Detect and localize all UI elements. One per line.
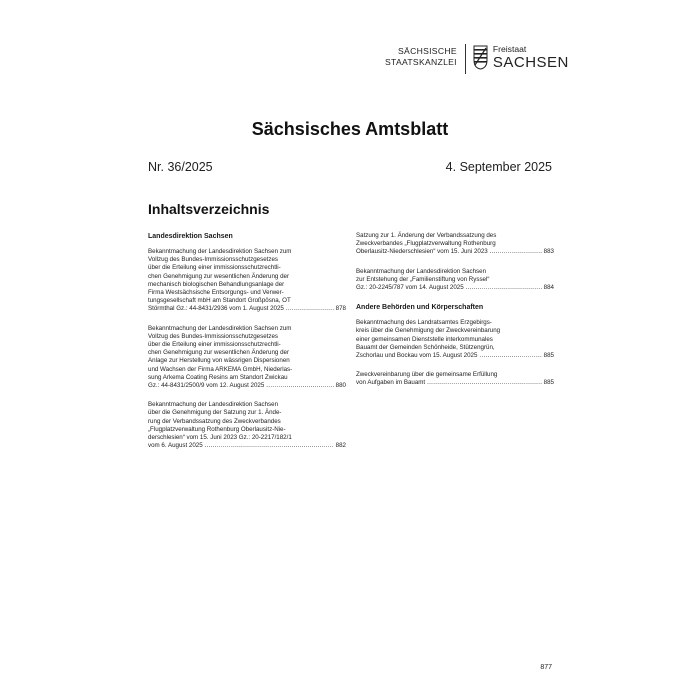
entry-page-number: 885 [543,352,554,360]
entry-last-line [356,352,554,360]
entry-line: „Flugplatzverwaltung Rothenburg Oberlausitz-Nie- [148,425,286,433]
entry-line: über die Erteilung einer immissionsschutzrechtli- [148,264,281,272]
entry-page-number: 884 [543,284,554,292]
leader-dots [479,352,541,360]
entry-line: zur Entstehung der „Familienstiftung von Ryssel“ [356,275,490,283]
entry-line: und Wachsen der Firma ARKEMA GmbH, Niederlas- [148,365,293,373]
entry-line: Gz.: 20-2245/787 vom 14. August 2025 [356,284,464,292]
entry-line: Vollzug des Bundes-Immissionsschutzgesetzes [148,332,279,340]
entry-line: Firma Westsächsische Entsorgungs- und Verwer- [148,289,284,297]
toc-entry[interactable] [356,319,554,360]
toc-entry[interactable] [356,232,554,257]
leader-dots [205,442,334,450]
entry-line: derschlesien“ vom 15. Juni 2023 Gz.: 20-2217/182/1 [148,434,292,442]
leader-dots [266,382,333,390]
toc-entry[interactable] [356,371,554,387]
entry-line: mechanisch biologischen Behandlungsanlage der [148,280,285,288]
staatskanzlei-line-2: STAATSKANZLEI [385,56,457,67]
entry-line: Oberlausitz-Niederschlesien“ vom 15. Juni 2023 [356,248,488,256]
issue-number: Nr. 36/2025 [148,160,213,174]
toc-entry[interactable] [148,401,346,450]
logo-divider [465,44,466,74]
entry-page-number: 882 [335,442,346,450]
entry-last-line [356,248,554,256]
entry-line: Bekanntmachung der Landesdirektion Sachsen zum [148,324,292,332]
entry-line: Zschorlau und Bockau vom 15. August 2025 [356,352,478,360]
entry-page-number: 883 [543,248,554,256]
leader-dots [466,284,542,292]
section-heading: Andere Behörden und Körperschaften [356,304,484,312]
toc-entry[interactable] [148,248,346,314]
entry-line: vom 6. August 2025 [148,442,203,450]
section-heading: Landesdirektion Sachsen [148,233,233,240]
entry-line: Gz.: 44-8431/2500/9 vom 12. August 2025 [148,382,265,390]
entry-line: kreis über die Genehmigung der Zweckvereinbarung [356,327,501,335]
leader-dots [427,379,542,387]
toc-entry[interactable] [148,325,346,391]
toc-left-column [148,232,346,461]
saxony-crest-icon [473,45,488,70]
entry-line: rung der Verbandssatzung des Zweckverbandes [148,417,281,425]
header-logos [385,44,569,74]
entry-line: Bekanntmachung des Landratsamtes Erzgebirgs- [356,319,492,327]
entry-line: Zweckverbandes „Flugplatzverwaltung Rothenburg [356,240,496,248]
leader-dots [286,305,334,313]
entry-last-line [356,379,554,387]
toc-entry[interactable] [356,268,554,293]
entry-line: tungsgesellschaft mbH am Standort Großpösna, OT [148,297,291,305]
entry-line: Satzung zur 1. Änderung der Verbandssatzung des [356,232,497,239]
entry-line: chen Genehmigung zur wesentlichen Änderung der [148,272,290,280]
entry-line: Störmthal Gz.: 44-8431/2936 vom 1. August 2025 [148,305,284,313]
entry-line: von Aufgaben im Bauamt [356,379,426,387]
document-title: Sächsisches Amtsblatt [251,119,449,139]
sachsen-label: SACHSEN [492,54,569,71]
freistaat-label: Freistaat [492,44,527,54]
entry-line: über die Genehmigung der Satzung zur 1. Ände- [148,409,282,417]
entry-page-number: 878 [335,305,346,313]
entry-last-line [148,382,346,390]
entry-line: chen Genehmigung zur wesentlichen Änderung der [148,349,290,357]
entry-page-number: 880 [335,382,346,390]
entry-last-line [148,305,346,313]
entry-line: sung Arkema Coating Resins am Standort Zwickau [148,373,288,381]
entry-line: Bekanntmachung der Landesdirektion Sachsen [356,267,487,275]
entry-line: Bauamt der Gemeinden Schönheide, Stützengrün, [356,343,495,351]
entry-line: Vollzug des Bundes-Immissionsschutzgesetzes [148,256,279,264]
entry-line: Zweckvereinbarung über die gemeinsame Erfüllung [356,371,498,379]
entry-line: einer gemeinsamen Dienststelle interkommunales [356,335,493,343]
entry-last-line [356,284,554,292]
entry-last-line [148,442,346,450]
staatskanzlei-logo-text [385,44,457,67]
entry-page-number: 885 [543,379,554,387]
toc-heading: Inhaltsverzeichnis [148,201,270,217]
entry-line: Anlage zur Herstellung von wässrigen Dispersionen [148,357,290,365]
leader-dots [490,248,542,256]
staatskanzlei-line-1: SÄCHSISCHE [398,46,457,56]
page-number: 877 [540,664,552,671]
entry-line: Bekanntmachung der Landesdirektion Sachsen [148,401,279,409]
entry-line: über die Erteilung einer immissionsschutzrechtli- [148,341,281,349]
entry-line: Bekanntmachung der Landesdirektion Sachsen zum [148,248,292,255]
freistaat-sachsen-logo [493,44,569,71]
issue-date: 4. September 2025 [445,160,552,174]
toc-right-column [356,232,554,399]
